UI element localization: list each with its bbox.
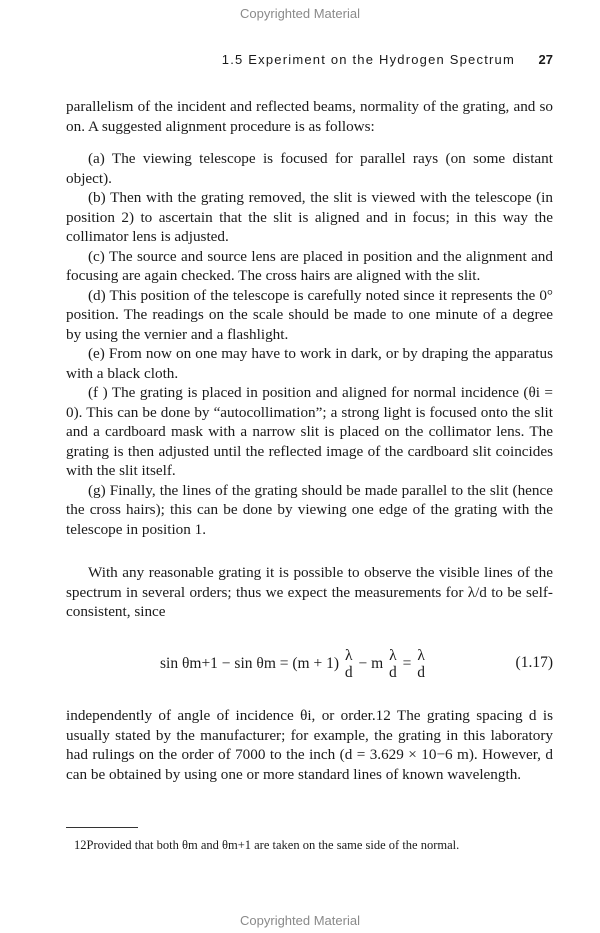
equation-mid: − m — [358, 655, 384, 673]
fraction-2-num: λ — [389, 647, 397, 664]
alignment-steps — [66, 149, 553, 539]
step-c: (c) The source and source lens are placed in position and the alignment and focusing are again checked. The cross hairs are aligned with the slit. — [66, 247, 553, 284]
page-number: 27 — [538, 52, 553, 67]
fraction-2-den: d — [389, 664, 397, 681]
equation-equals: = — [402, 655, 412, 673]
fraction-3-num: λ — [417, 647, 425, 664]
step-g: (g) Finally, the lines of the grating should be made parallel to the slit (hence the cross hairs); this can be done by viewing one edge of the grating with the telescope in position 1. — [66, 481, 553, 538]
step-d: (d) This position of the telescope is carefully noted since it represents the 0° position. The readings on the scale should be made to one minute of a degree by using the vernier and a flashlight. — [66, 286, 553, 343]
fraction-2 — [389, 648, 397, 681]
fraction-3-den: d — [417, 664, 426, 681]
step-a: (a) The viewing telescope is focused for parallel rays (on some distant object). — [66, 150, 553, 187]
fraction-1-num: λ — [344, 647, 353, 664]
footnote-12: 12Provided that both θm and θm+1 are taken on the same side of the normal. — [74, 838, 460, 852]
step-b: (b) Then with the grating removed, the slit is viewed with the telescope (in position 2) to ascertain that the slit is aligned and in focus; in this way the collimator lens is adjusted. — [66, 189, 553, 245]
step-e: (e) From now on one may have to work in dark, or by draping the apparatus with a black cloth. — [66, 345, 553, 382]
equation-number: (1.17) — [515, 654, 553, 671]
page-header — [66, 52, 553, 72]
running-head: 1.5 Experiment on the Hydrogen Spectrum — [221, 52, 515, 67]
watermark-top: Copyrighted Material — [240, 6, 360, 21]
fraction-1 — [345, 648, 353, 681]
intro-paragraph: parallelism of the incident and reflected beams, normality of the grating, and so on. A suggested alignment procedure is as follows: — [66, 98, 553, 135]
equation-lhs: sin θm+1 − sin θm = (m + 1) — [160, 655, 339, 673]
consistency-paragraph: With any reasonable grating it is possible to observe the visible lines of the spectrum in several orders; thus we expect the measurements for λ/d to be self-consistent, since — [66, 564, 553, 620]
equation-1-17 — [66, 640, 553, 684]
footnote-rule — [66, 827, 138, 828]
equation-body — [160, 648, 427, 681]
step-f: (f ) The grating is placed in position and aligned for normal incidence (θi = 0). This can be done by “autocollimation”; a strong light is focused onto the slit and a cardboard mask with a narrow slit is placed on the collimator lens. The grating is then adjusted until the reflected image of the cardboard slit coincides with the slit itself. — [66, 384, 553, 479]
fraction-1-den: d — [344, 664, 353, 681]
fraction-3 — [417, 648, 425, 681]
watermark-bottom: Copyrighted Material — [240, 913, 360, 928]
grating-spacing-paragraph: independently of angle of incidence θi, or order.12 The grating spacing d is usually stated by the manufacturer; for example, the grating in this laboratory had rulings on the order of 7000 to the inch (d = 3.629 × 10−6 m). However, d can be obtained by using one or more standard lines of known wavelength. — [66, 707, 553, 783]
